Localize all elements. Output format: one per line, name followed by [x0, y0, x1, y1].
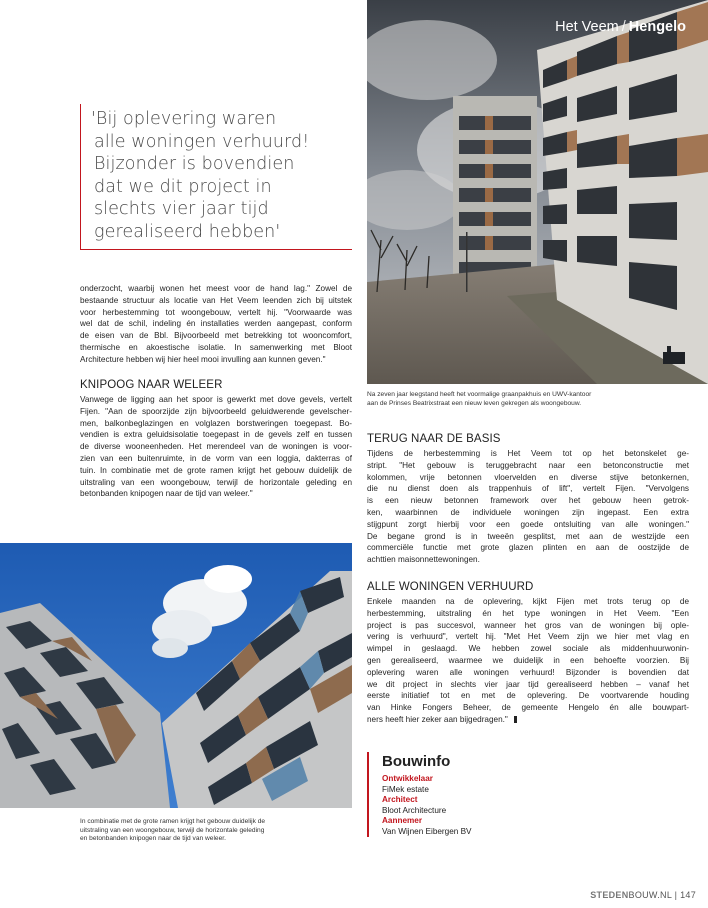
project-name: Het Veem: [555, 19, 619, 35]
top-photo-caption: [367, 391, 591, 408]
article-end-mark: [514, 716, 517, 723]
city-name: Hengelo: [628, 19, 686, 35]
project-location-tag: [555, 19, 686, 35]
caption-line: en betonbanden knipogen naar de tijd van weleer.: [80, 835, 226, 843]
quote-line: alle woningen verhuurd!: [94, 131, 310, 152]
bouwinfo-value: Van Wijnen Eibergen BV: [382, 826, 472, 836]
left-section-paragraph: [80, 394, 352, 500]
caption-line: uitstraling van een woongebouw, terwijl de horizontale geleding: [80, 826, 265, 834]
page-number: 147: [680, 890, 696, 900]
building-photo-bottom: [0, 543, 352, 808]
footer-brand-bold: STEDEN: [590, 890, 629, 900]
footer-separator: |: [674, 890, 678, 900]
text-line: onderzocht, waarbij wonen het meest voor de hand lag." Zowel de: [80, 284, 352, 293]
text-line: Vanwege de ligging aan het spoor is gewerkt met dove gevels, vertelt: [80, 395, 352, 404]
text-line: oplevering waren alle woningen verhuurd! Bijzonder is bovendien dat: [367, 667, 689, 677]
text-line: stript. "Het gebouw is teruggebracht naar een betonconstructie met: [367, 460, 689, 470]
text-line: de eisen van de Bbl. Bijvoorbeeld met betrekking tot wooncomfort,: [80, 331, 352, 341]
text-line: van Hinke Fongers Beheer, de gemeente Hengelo én alle bouwpart-: [367, 703, 689, 713]
text-line: tuin. In combinatie met de grote ramen krijgt het gebouw duidelijk de: [80, 465, 352, 475]
text-line: wel dat de schil, indeling én installaties werden aangepast, conform: [80, 319, 352, 329]
bouwinfo-role: Architect: [382, 795, 418, 804]
text-line: is een nieuw betonnen framework over het gebouw heen getrok-: [367, 496, 689, 506]
right-section1-paragraph: [367, 448, 689, 566]
last-line-text: ners heeft hier zeker aan bijgedragen.": [367, 714, 508, 724]
caption-line: aan de Prinses Beatrixstraat een nieuw leven gekregen als woongebouw.: [367, 399, 582, 407]
building-photo-top: [367, 0, 708, 384]
text-line: vendien is extra geluidsisolatie toegepast in de gevels zelf en tussen: [80, 430, 352, 440]
text-line: herbestemming, uitstraling én het type woningen in Het Veem. "Een: [367, 608, 689, 618]
text-line: [367, 714, 689, 726]
page-footer: [590, 890, 696, 900]
text-line: men, balkonbeglazingen en volglazen borstweringen toegepast. Bo-: [80, 418, 352, 428]
text-line: wimpel in geslaagd. We hebben zowel sociale als middenhuurwonin-: [367, 644, 689, 654]
text-line: De begane grond is in tweeën gesplitst, met aan de westzijde een: [367, 531, 689, 541]
bouwinfo-title: Bouwinfo: [382, 753, 451, 770]
text-line: de diverse wooneenheden. Het merendeel van de woningen is voor-: [80, 442, 352, 452]
text-line: stijgpunt zorgt hierbij voor een goede ontsluiting van alle woningen.": [367, 519, 689, 529]
text-line: gen gerealiseerd, waarmee we duidelijk in een behoefte voorzien. Bij: [367, 655, 689, 665]
bottom-photo-caption: [80, 818, 265, 844]
text-line: eerste initiatief tot en met de oplevering. De voortvarende houding: [367, 691, 689, 701]
text-line: kolommen, vrije betonnen vloervelden en diverse stijve betonkernen,: [367, 472, 689, 482]
caption-line: Na zeven jaar leegstand heeft het voormalige graanpakhuis en UWV-kantoor: [367, 391, 592, 398]
left-intro-paragraph: [80, 283, 352, 366]
text-line: betonbanden knipogen naar de tijd van weleer.": [80, 489, 253, 499]
footer-brand-rest: BOUW.NL: [628, 890, 672, 900]
section-heading-terug: TERUG NAAR DE BASIS: [367, 433, 501, 445]
quote-line: 'Bij oplevering waren: [91, 109, 277, 129]
text-line: thermische en akoestische isolatie. In samenwerking met Bloot: [80, 342, 352, 352]
text-line: Enkele maanden na de oplevering, kijkt Fijen met trots terug op de: [367, 597, 689, 606]
text-line: zien van een buitenruimte, in de vorm van een loggia, dakterras of: [80, 453, 352, 463]
caption-line: In combinatie met de grote ramen krijgt het gebouw duidelijk de: [80, 818, 266, 825]
text-line: ken, waarbinnen de individuele woningen zijn ingepast. Een extra: [367, 507, 689, 517]
text-line: uitstraling van een woongebouw, terwijl de horizontale geleding en: [80, 477, 352, 487]
right-section2-paragraph: [367, 596, 689, 726]
bouwinfo-role: Aannemer: [382, 816, 423, 825]
text-line: die nu dienst doen als trappenhuis of lift", vertelt Fijen. "Vervolgens: [367, 484, 689, 494]
bouwinfo-value: FiMek estate: [382, 784, 429, 794]
section-heading-knipoog: KNIPOOG NAAR WELEER: [80, 379, 223, 391]
bouwinfo-role: Ontwikkelaar: [382, 774, 433, 783]
text-line: we dit project in slechts vier jaar tijd gerealiseerd hebben – vanaf het: [367, 679, 689, 689]
bouwinfo-box: [367, 752, 582, 837]
quote-line: dat we dit project in: [94, 176, 272, 197]
text-line: Fijen. "Aan de spoorzijde zijn bijvoorbeeld geluidwerende gevelscher-: [80, 406, 352, 416]
quote-line: gerealiseerd hebben': [94, 221, 281, 242]
text-line: Tijdens de herbestemming is Het Veem tot op het betonskelet ge-: [367, 449, 689, 458]
text-line: bestaande structuur als locatie van Het Veem leenden zich bij uitstek: [80, 295, 352, 305]
bouwinfo-value: Bloot Architecture: [382, 805, 447, 815]
pull-quote: [80, 104, 352, 250]
tag-separator: /: [621, 19, 626, 35]
text-line: achttien maisonnettewoningen.: [367, 555, 480, 565]
text-line: project is pas succesvol, wanneer het gros van de woningen bij ople-: [367, 620, 689, 630]
text-line: voor herbestemming tot woongebouw, vertelt hij. "Voorwaarde was: [80, 307, 352, 317]
text-line: vering is verhuurd", vertelt hij. "Met Het Veem zijn we hier met vlag en: [367, 632, 689, 642]
quote-line: slechts vier jaar tijd: [94, 199, 269, 219]
text-line: Architecture hebben wij hier heel mooi invulling aan kunnen geven.": [80, 354, 326, 364]
quote-line: Bijzonder is bovendien: [94, 154, 295, 174]
section-heading-verhuurd: ALLE WONINGEN VERHUURD: [367, 581, 534, 593]
text-line: commerciële functie met grote glazen plinten en aan de oostzijde de: [367, 543, 689, 553]
